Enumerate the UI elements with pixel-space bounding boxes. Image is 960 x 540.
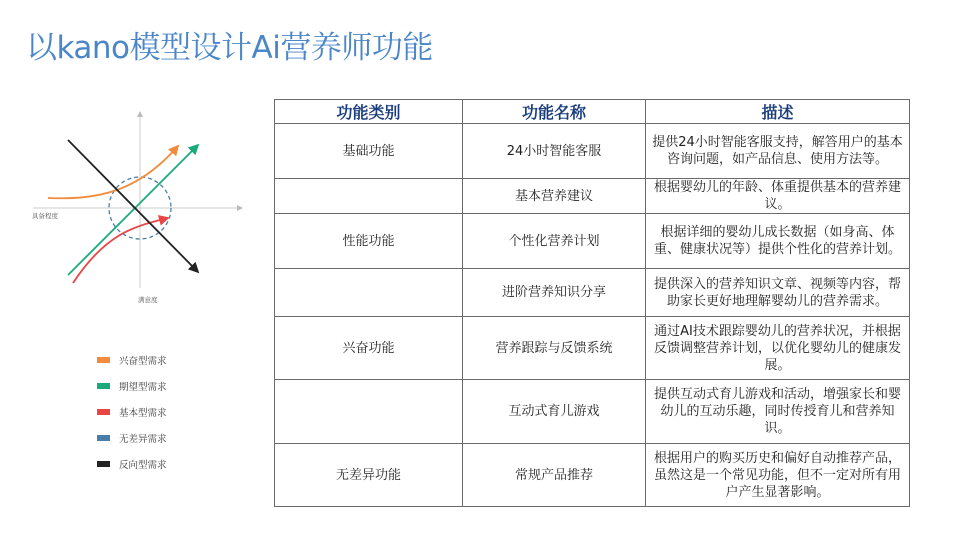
- page-title: 以kano模型设计Ai营养师功能: [26, 30, 433, 66]
- legend-label: 反向型需求: [119, 460, 167, 471]
- legend-item: [97, 347, 167, 373]
- legend-label: 无差异需求: [119, 434, 167, 445]
- cell-category: [275, 179, 463, 214]
- table-row: [275, 317, 910, 380]
- y-axis-label: 满意度: [138, 296, 158, 304]
- legend-item: [97, 451, 167, 477]
- cell-name: 营养跟踪与反馈系统: [463, 317, 646, 380]
- table-row: [275, 380, 910, 444]
- cell-name: 24小时智能客服: [463, 124, 646, 179]
- cell-name: 基本营养建议: [463, 179, 646, 214]
- cell-category: 基础功能: [275, 124, 463, 179]
- excitement-curve: [48, 146, 178, 198]
- cell-description: 通过AI技术跟踪婴幼儿的营养状况，并根据反馈调整营养计划，以优化婴幼儿的健康发展。: [646, 317, 910, 380]
- legend: [97, 347, 167, 477]
- cell-category: [275, 269, 463, 317]
- reverse-line: [68, 140, 198, 272]
- cell-description: 提供24小时智能客服支持，解答用户的基本咨询问题，如产品信息、使用方法等。: [646, 124, 910, 179]
- cell-category: 性能功能: [275, 214, 463, 269]
- cell-description: 根据用户的购买历史和偏好自动推荐产品，虽然这是一个常见功能，但不一定对所有用户产生显著影响。: [646, 444, 910, 507]
- legend-item: [97, 373, 167, 399]
- cell-description: 提供互动式育儿游戏和活动，增强家长和婴幼儿的互动乐趣，同时传授育儿和营养知识。: [646, 380, 910, 444]
- expected-line: [68, 145, 198, 275]
- table-row: [275, 124, 910, 179]
- cell-name: 个性化营养计划: [463, 214, 646, 269]
- cell-description: 提供深入的营养知识文章、视频等内容，帮助家长更好地理解婴幼儿的营养需求。: [646, 269, 910, 317]
- legend-swatch-icon: [97, 461, 110, 467]
- legend-item: [97, 425, 167, 451]
- table-row: [275, 444, 910, 507]
- kano-model-diagram: [28, 100, 258, 320]
- cell-name: 互动式育儿游戏: [463, 380, 646, 444]
- legend-swatch-icon: [97, 357, 110, 363]
- table-row: [275, 269, 910, 317]
- cell-name: 进阶营养知识分享: [463, 269, 646, 317]
- legend-swatch-icon: [97, 383, 110, 389]
- legend-label: 期望型需求: [119, 382, 167, 393]
- header-name: 功能名称: [463, 100, 646, 124]
- legend-swatch-icon: [97, 435, 110, 441]
- cell-category: 兴奋功能: [275, 317, 463, 380]
- cell-category: 无差异功能: [275, 444, 463, 507]
- legend-swatch-icon: [97, 409, 110, 415]
- cell-category: [275, 380, 463, 444]
- table-header-row: [275, 100, 910, 124]
- cell-description: 根据婴幼儿的年龄、体重提供基本的营养建议。: [646, 179, 910, 214]
- cell-name: 常规产品推荐: [463, 444, 646, 507]
- legend-item: [97, 399, 167, 425]
- table-row: [275, 179, 910, 214]
- x-axis-label: 具备程度: [32, 212, 58, 220]
- legend-label: 兴奋型需求: [119, 356, 167, 367]
- header-category: 功能类别: [275, 100, 463, 124]
- feature-table: [274, 99, 910, 507]
- cell-description: 根据详细的婴幼儿成长数据（如身高、体重、健康状况等）提供个性化的营养计划。: [646, 214, 910, 269]
- legend-label: 基本型需求: [119, 408, 167, 419]
- header-description: 描述: [646, 100, 910, 124]
- table-row: [275, 214, 910, 269]
